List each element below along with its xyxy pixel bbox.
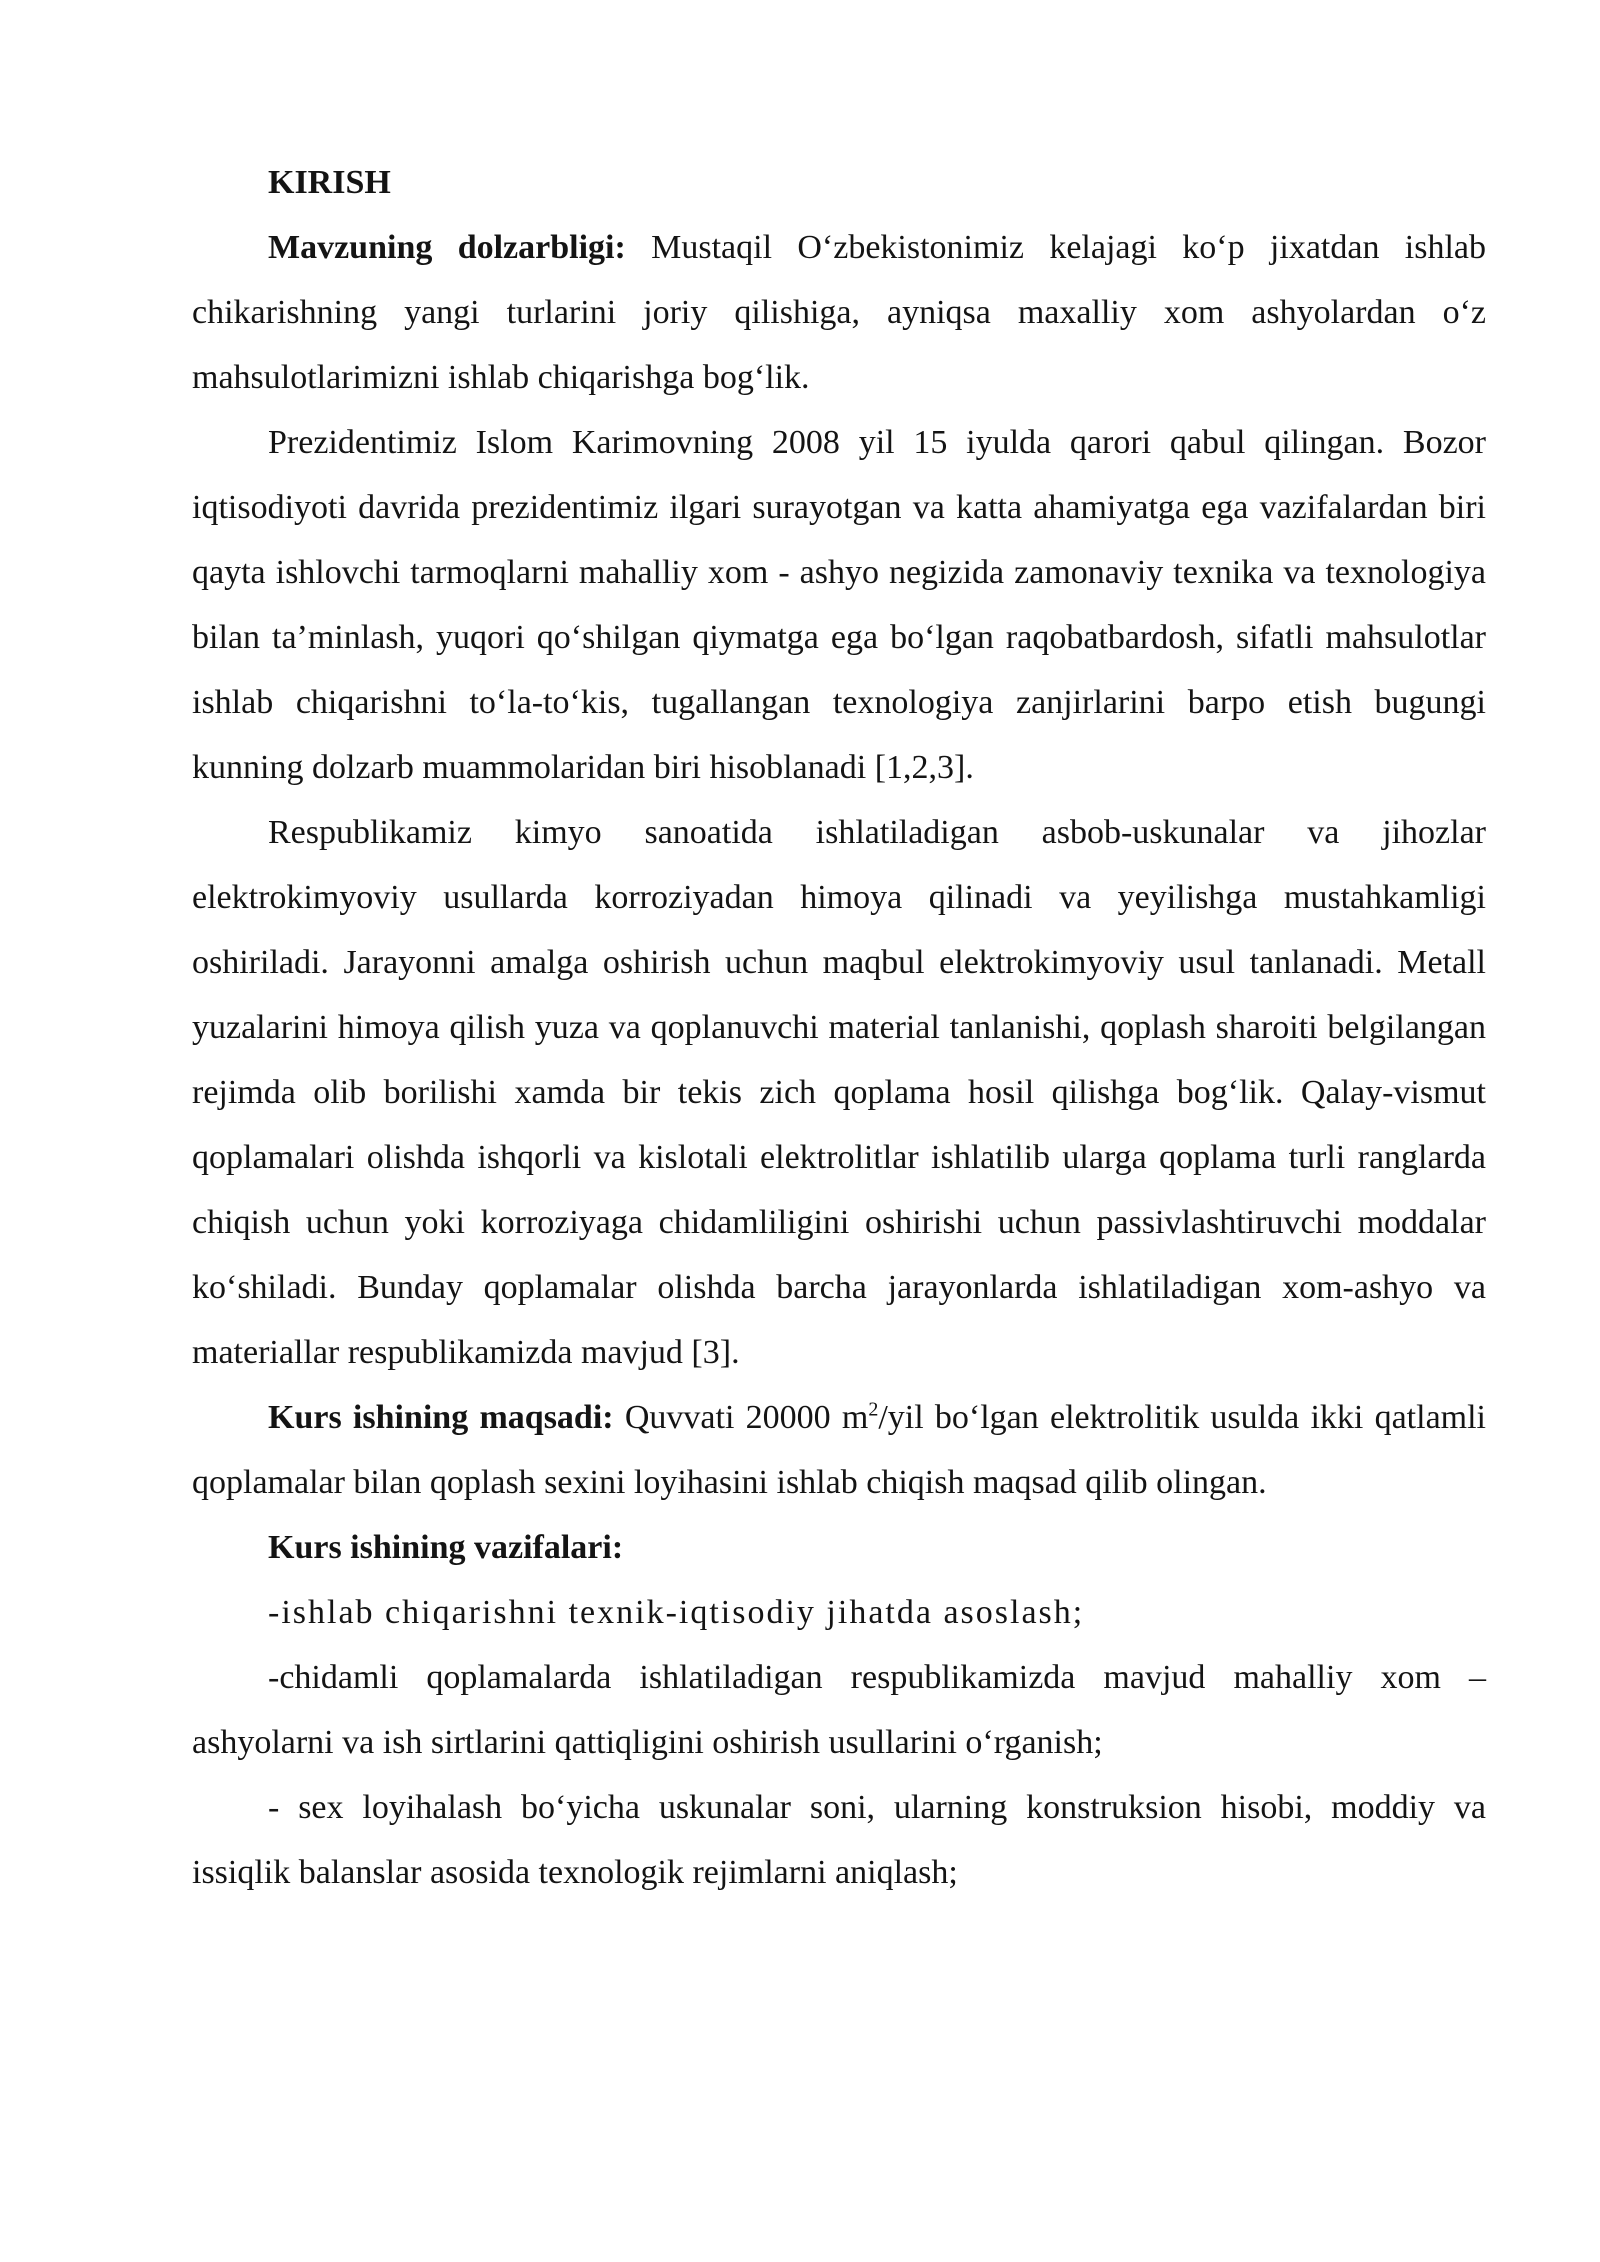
task-item: - sex loyihalash bo‘yicha uskunalar soni, ularning konstruksion hisobi, moddiy va issiqlik balanslar asosida texnologik rejimlarni aniqlash; <box>192 1789 1486 1891</box>
relevance-label: Mavzuning dolzarbligi: <box>268 229 626 266</box>
goal-text-start: Quvvati 20000 m <box>613 1399 869 1436</box>
paragraph-goal <box>192 1385 1486 1515</box>
paragraph-republic: Respublikamiz kimyo sanoatida ishlatiladigan asbob-uskunalar va jihozlar elektrokimyoviy usullarda korroziyadan himoya qilinadi va yeyilishga mustahkamligi oshiriladi. Jarayonni amalga oshirish uchun maqbul elektrokimyoviy usul tanlanadi. Metall yuzalarini himoya qilish yuza va qoplanuvchi material tanlanishi, qoplash sharoiti belgilangan rejimda olib borilishi xamda bir tekis zich qoplama hosil qilishga bog‘lik. Qalay-vismut qoplamalari olishda ishqorli va kislotali elektrolitlar ishlatilib ularga qoplama turli ranglarda chiqish uchun yoki korroziyaga chidamliligini oshirishi uchun passivlashtiruvchi moddalar ko‘shiladi. Bunday qoplamalar olishda barcha jarayonlarda ishlatiladigan xom-ashyo va materiallar respublikamizda mavjud [3]. <box>192 814 1486 1371</box>
document-page <box>192 150 1486 1905</box>
goal-superscript: 2 <box>868 1398 879 1421</box>
relevance-text: Mustaqil O‘zbekistonimiz kelajagi ko‘p jixatdan ishlab chikarishning yangi turlarini joriy qilishiga, ayniqsa maxalliy xom ashyolardan o‘z mahsulotlarimizni ishlab chiqarishga bog‘lik. <box>192 229 1486 396</box>
tasks-label: Kurs ishining vazifalari: <box>268 1529 624 1566</box>
goal-text-end: /yil bo‘lgan elektrolitik usulda ikki qatlamli qoplamalar bilan qoplash sexini loyihasini ishlab chiqish maqsad qilib olingan. <box>192 1399 1486 1501</box>
task-item: -chidamli qoplamalarda ishlatiladigan respublikamizda mavjud mahalliy xom – ashyolarni va ish sirtlarini qattiqligini oshirish usullarini o‘rganish; <box>192 1659 1486 1761</box>
goal-label: Kurs ishining maqsadi: <box>268 1399 614 1436</box>
section-heading: KIRISH <box>268 164 391 201</box>
paragraph-president: Prezidentimiz Islom Karimovning 2008 yil 15 iyulda qarori qabul qilingan. Bozor iqtisodiyoti davrida prezidentimiz ilgari surayotgan va katta ahamiyatga ega vazifalardan biri qayta ishlovchi tarmoqlarni mahalliy xom - ashyo negizida zamonaviy texnika va texnologiya bilan ta’minlash, yuqori qo‘shilgan qiymatga ega bo‘lgan raqobatbardosh, sifatli mahsulotlar ishlab chiqarishni to‘la-to‘kis, tugallangan texnologiya zanjirlarini barpo etish bugungi kunning dolzarb muammolaridan biri hisoblanadi [1,2,3]. <box>192 424 1486 786</box>
paragraph-relevance <box>192 215 1486 410</box>
task-item: -ishlab chiqarishni texnik-iqtisodiy jihatda asoslash; <box>268 1594 1085 1631</box>
